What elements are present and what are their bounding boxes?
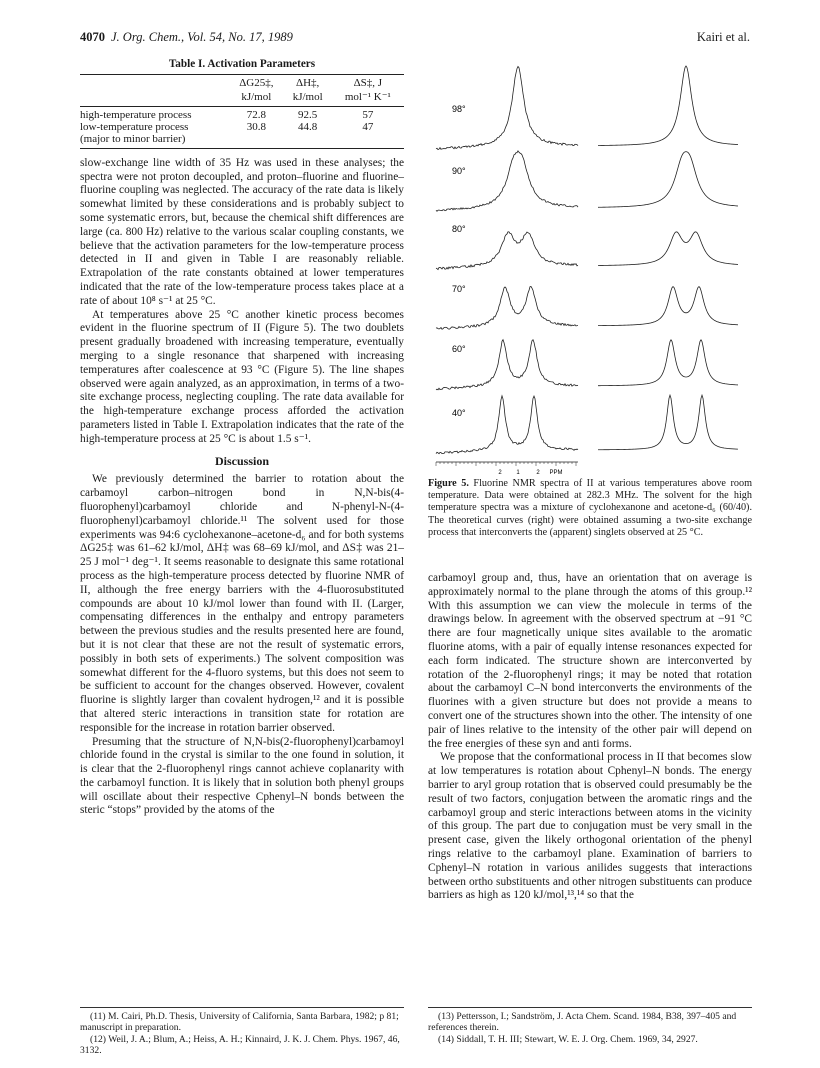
- footnote: (13) Pettersson, I.; Sandström, J. Acta Chem. Scand. 1984, B38, 397–405 and references therein.: [428, 1011, 737, 1034]
- paragraph: carbamoyl group and, thus, have an orientation that on average is approximately normal to the plane through the atoms of this group.¹² With this assumption we can view the molecule in terms of the drawings below. In agreement with the observed spectrum at −91 °C there are four magnetically unique sites available to the aromatic fluorine atoms, with a pair of equally intense resonances expected for each form indicated. The structure shown are interconverted by rotation of the 2-fluorophenyl rings; it may be noted that rotation about the carbamoyl C–N bond interconverts the environments of the fluorines with a given structure but does not provide a means to convert one of the structures shown into the other. The intensity of one pair of lines relative to the intensity of the other pair will depend on the free energies of these syn and anti forms.: [428, 572, 752, 750]
- row-label: low-temperature process: [80, 121, 189, 134]
- footnote-rule: [428, 1007, 752, 1008]
- left-column: [80, 58, 404, 818]
- header-authors: Kairi et al.: [696, 30, 750, 44]
- caption-label: Figure 5.: [428, 478, 469, 489]
- temperature-label: 90°: [452, 166, 466, 176]
- paragraph: slow-exchange line width of 35 Hz was used in these analyses; the spectra were not proton decoupled, and proton–fluorine and fluorine–fluorine coupling was neglected. The accuracy of the rate data is likely somewhat limited by these considerations and is probably subject to some systematic errors, but, because the chemical shift differences are large (ca. 800 Hz) relative to the various scalar coupling constants, we believe that the activation parameters for the low-temperature process detected in II and given in Table I are reasonably reliable. Extrapolation of the rate constants obtained at lower temperatures indicated that the rate of the low-temperature process takes place at a rate of about 10⁸ s⁻¹ at 25 °C.: [80, 156, 404, 307]
- theoretical-spectrum-trace: [598, 395, 738, 450]
- theoretical-spectrum-trace: [598, 232, 738, 266]
- theoretical-spectrum-trace: [598, 152, 738, 208]
- footnote-rule: [80, 1007, 404, 1008]
- cell-dh: 92.5: [298, 108, 318, 121]
- ppm-tick-label: PPM: [549, 470, 563, 476]
- paragraph: At temperatures above 25 °C another kinetic process becomes evident in the fluorine spectrum of II (Figure 5). The two doublets present gradually broadened with increasing temperature, eventually merging to a single resonance that sharpened with increasing temperatures after coalescence at 93 °C (Figure 5). The line shapes observed were again analyzed, as an approximation, in terms of a two-site exchange process, neglecting coupling. The rate data available for the high-temperature exchange process afforded the activation parameters listed in Table I. Extrapolation indicates that the rate of the high-temperature process at 25 °C is about 1.5 s⁻¹.: [80, 308, 404, 445]
- cell-dg: 30.8: [246, 121, 266, 134]
- paragraph: Presuming that the structure of N,N-bis(2-fluorophenyl)carbamoyl chloride found in the crystal is similar to the one found in solution, it is clear that the 2-fluorophenyl rings cannot achieve coplanarity with the carbamoyl function. It is likely that in solution both phenyl groups will oscillate about their respective Cphenyl–N bonds between the steric “stops” provided by the atoms of the: [80, 735, 404, 817]
- running-header: [80, 30, 750, 48]
- theoretical-spectrum-trace: [598, 287, 738, 326]
- footnote: (12) Weil, J. A.; Blum, A.; Heiss, A. H.; Kinnaird, J. K. J. Chem. Phys. 1967, 46, 3132.: [80, 1033, 400, 1057]
- cell-dh: 44.8: [298, 121, 318, 134]
- footnotes-right: [428, 1007, 752, 1045]
- experimental-spectrum-trace: [436, 396, 578, 454]
- cell-dg: 72.8: [246, 108, 266, 121]
- col-header-dh-top: ΔH‡,: [284, 74, 332, 90]
- paragraph: We propose that the conformational process in II that becomes slow at low temperatures is rotation about Cphenyl–N bonds. The energy barrier to aryl group rotation that is observed could presumably be the result of two factors, conjugation between the aromatic rings and the carbamoyl group and steric interactions between atoms in the vicinity of this group. The part due to conjugation must be very small in the present case, given the likely orthogonal orientation of the phenyl rings relative to the carbamoyl plane. Examination of barriers to Cphenyl–N rotation in various anilides suggests that interactions between ortho substituents and other nitrogen substituents can produce barriers as high as 120 kJ/mol,¹³,¹⁴ so that the: [428, 751, 752, 902]
- ppm-tick-label: 2: [536, 470, 540, 476]
- col-header-dh-unit: kJ/mol: [284, 90, 332, 106]
- table-row: [80, 121, 404, 133]
- table-row: [80, 133, 404, 148]
- footnotes-left: [80, 1007, 404, 1057]
- col-header-dg-top: ΔG25‡,: [229, 74, 284, 90]
- journal-citation: J. Org. Chem., Vol. 54, No. 17, 1989: [111, 30, 293, 44]
- right-column: [428, 572, 752, 903]
- experimental-spectrum-trace: [436, 232, 578, 270]
- ppm-tick-label: 1: [516, 470, 520, 476]
- activation-table: [80, 74, 404, 149]
- temperature-label: 70°: [452, 284, 466, 294]
- header-left: [80, 30, 293, 45]
- table-row: [80, 106, 404, 121]
- cell-ds: 47: [362, 121, 374, 134]
- col-header-dg-unit: kJ/mol: [229, 90, 284, 106]
- col-header-ds-unit: mol⁻¹ K⁻¹: [332, 90, 404, 106]
- ppm-tick-label: 2: [498, 470, 502, 476]
- paragraph: We previously determined the barrier to rotation about the carbamoyl carbon–nitrogen bond in N,N-bis(4-fluorophenyl)carbamoyl chloride and N-phenyl-N-(4-fluorophenyl)carbamoyl chloride.¹¹ The solvent used for those experiments was 94:6 cyclohexanone–acetone-d₆ and for both systems ΔG25‡ was 61–62 kJ/mol, ΔH‡ was 68–69 kJ/mol, and ΔS‡ was 21–25 J mol⁻¹ deg⁻¹. It seems reasonable to designate this same rotational process as the high-temperature process detected by fluorine NMR of II, although the free energy barriers with the 4-fluorosubstituted compounds are about 10 kJ/mol lower than found with II. (Larger, compensating differences in the enthalpy and entropy parameters between the previous studies and the results presented here are found, but it is not clear that these are not the result of systematic errors, possibly in both sets of experiments.) The solvent composition was somewhat different for the 4-fluoro systems, but this does not seem to be sufficient to account for the changes observed. However, covalent fluorine is slightly larger than covalent hydrogen,¹² and it is possible that altered steric interactions in transition state for rotation are responsible for the increase in rotation barrier observed.: [80, 473, 404, 734]
- figure-5-spectra: [428, 58, 752, 478]
- temperature-label: 98°: [452, 104, 466, 114]
- table-title: Table I. Activation Parameters: [168, 58, 316, 70]
- section-heading: Discussion: [214, 453, 270, 468]
- experimental-spectrum-trace: [436, 151, 578, 212]
- temperature-label: 60°: [452, 344, 466, 354]
- row-note: (major to minor barrier): [80, 133, 229, 148]
- caption-text: Fluorine NMR spectra of II at various temperatures above room temperature. Data were obtained at 282.3 MHz. The solvent for the high temperature spectra was a mixture of cyclohexanone and acetone-d₆ (60/40). The theoretical curves (right) were obtained assuming a two-site exchange process that interconverts the (apparent) singlets observed at 25 °C.: [428, 478, 752, 538]
- cell-ds: 57: [362, 108, 374, 121]
- row-label: high-temperature process: [80, 108, 192, 121]
- theoretical-spectrum-trace: [598, 66, 738, 146]
- nmr-spectra-plot: [428, 58, 752, 478]
- temperature-label: 40°: [452, 408, 466, 418]
- footnote: (14) Siddall, T. H. III; Stewart, W. E. J. Org. Chem. 1969, 34, 2927.: [438, 1033, 698, 1045]
- temperature-label: 80°: [452, 224, 466, 234]
- footnote: (11) M. Cairi, Ph.D. Thesis, University of California, Santa Barbara, 1982; p 81; manuscript in preparation.: [80, 1011, 399, 1034]
- col-header-ds-top: ΔS‡, J: [332, 74, 404, 90]
- figure-caption: [428, 478, 752, 539]
- theoretical-spectrum-trace: [598, 340, 738, 386]
- page-number: 4070: [80, 30, 105, 44]
